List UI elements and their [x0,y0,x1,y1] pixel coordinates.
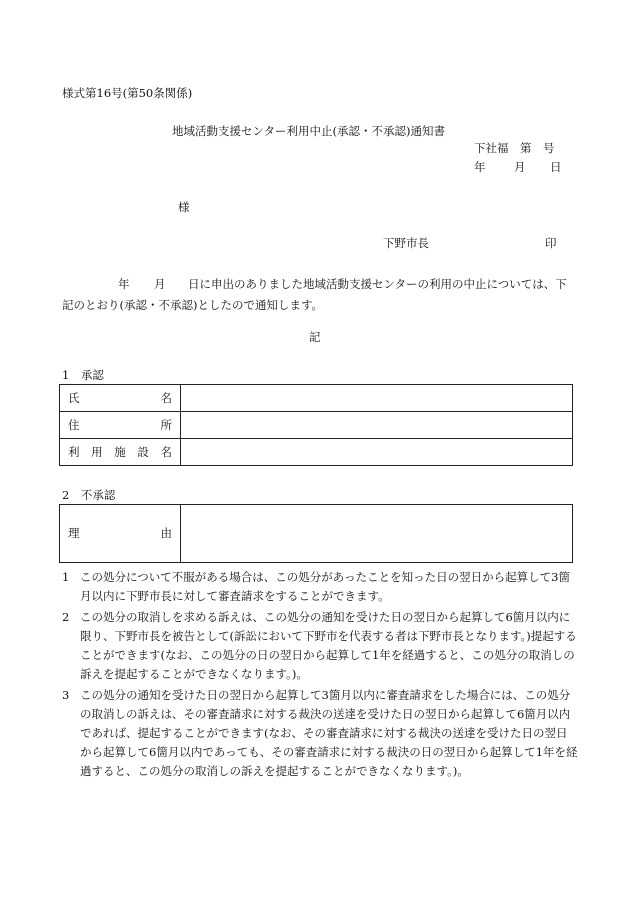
list-item [62,608,578,684]
ki-label: 記 [309,330,321,344]
facility-label-cell [60,439,181,466]
document-title: 地域活動支援センター利用中止(承認・不承認)通知書 [172,124,446,138]
label-char: 由 [160,526,172,541]
date-year: 年 [474,160,486,174]
facility-value-cell [181,439,573,466]
table-row [60,385,573,412]
name-value-cell [181,385,573,412]
address-value-cell [181,412,573,439]
name-label [60,391,180,406]
note-number: 1 [62,570,70,584]
table-row [60,439,573,466]
list-item [62,568,578,606]
table-row [60,412,573,439]
date-month: 月 [514,160,526,174]
label-char: 利 [68,444,80,459]
approval-table [59,384,573,466]
date-day: 日 [550,160,562,174]
label-char: 名 [160,444,172,459]
intro-paragraph [62,274,578,316]
reason-label-cell [60,505,181,563]
label-char: 名 [160,390,172,405]
intro-year: 年 [118,277,130,291]
addressee: 様 [178,200,190,214]
notes-list [62,568,578,783]
note-text: この処分について不服がある場合は、この処分があったことを知った日の翌日から起算して3箇月以内に下野市長に対して審査請求をすることができます。 [80,570,570,603]
label-char: 所 [160,417,172,432]
intro-text: 日に申出のありました地域活動支援センターの利用の中止については、下記のとおり(承認・不承認)としたので通知します。 [62,277,567,312]
note-number: 3 [62,688,70,702]
table-row [60,505,573,563]
label-char: 住 [68,417,80,432]
form-number: 様式第16号(第50条関係) [62,86,193,100]
label-char: 氏 [68,390,80,405]
name-label-cell [60,385,181,412]
note-number: 2 [62,610,70,624]
label-char: 理 [68,526,80,541]
note-text: この処分の取消しを求める訴えは、この処分の通知を受けた日の翌日から起算して6箇月以内に限り、下野市長を被告として(訴訟において下野市を代表する者は下野市長となります。)提起することができます(なお、この処分の日の翌日から起算して1年を経過すると、この処分の取消しの訴えを提起することができなくなります。)。 [80,610,577,681]
seal-mark: 印 [545,236,557,250]
label-char: 設 [137,444,149,459]
intro-month: 月 [154,277,166,291]
label-char: 施 [114,444,126,459]
reason-value-cell [181,505,573,563]
issuer: 下野市長 [383,236,429,250]
list-item [62,686,578,781]
reason-label [60,526,180,541]
address-label [60,418,180,433]
address-label-cell [60,412,181,439]
note-text: この処分の通知を受けた日の翌日から起算して3箇月以内に審査請求をした場合には、この処分の取消しの訴えは、その審査請求に対する裁決の送達を受けた日の翌日から起算して6箇月以内であれば、提起することができます(なお、その審査請求に対する裁決の送達を受けた日の翌日から起算して6箇月以内であっても、その審査請求に対する裁決の日の翌日から起算して1年を経過すると、この処分の取消しの訴えを提起することができなくなります。)。 [80,688,578,778]
disapproval-table [59,504,573,563]
document-date [474,160,562,175]
disapproval-heading: 2 不承認 [62,488,116,502]
label-char: 用 [91,444,103,459]
approval-heading: 1 承認 [62,368,104,382]
document-number: 下社福 第 号 [474,141,555,155]
facility-label [60,445,180,460]
